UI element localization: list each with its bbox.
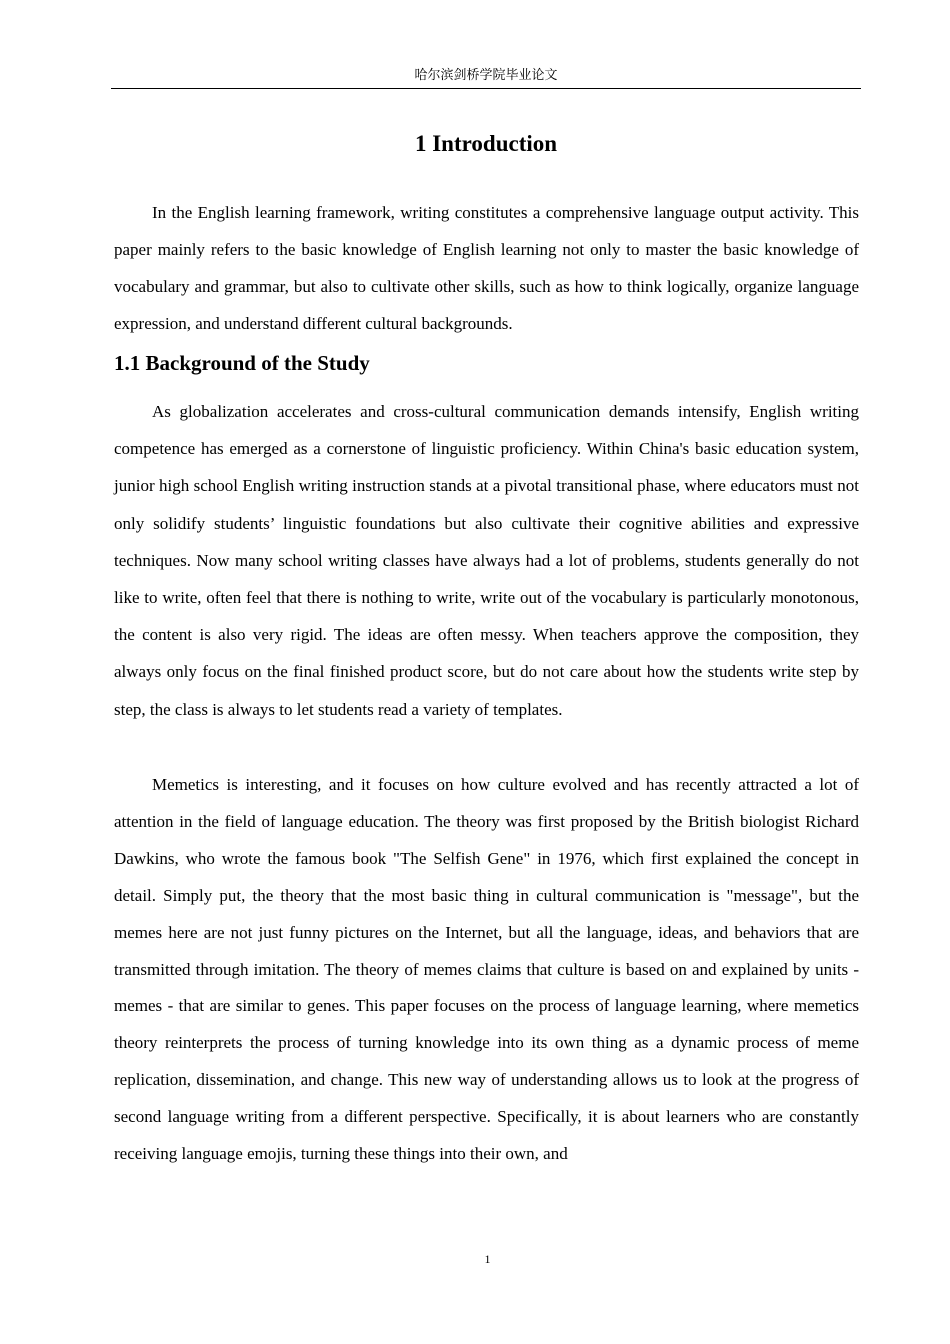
intro-paragraph: In the English learning framework, writing constitutes a comprehensive language output activity. This paper mainly refers to the basic knowledge of English learning not only to master the basic knowledge of vocabulary and grammar, but also to cultivate other skills, such as how to think logically, organize language expression, and understand different cultural backgrounds. [114,203,859,333]
background-paragraph-1: As globalization accelerates and cross-cultural communication demands intensify, English writing competence has emerged as a cornerstone of linguistic proficiency. Within China's basic education system, junior high school English writing instruction stands at a pivotal transitional phase, where educators must not only solidify students’ linguistic foundations but also cultivate their cognitive abilities and expressive techniques. Now many school writing classes have always had a lot of problems, students generally do not like to write, often feel that there is nothing to write, write out of the vocabulary is particularly monotonous, the content is also very rigid. The ideas are often messy. When teachers approve the composition, they always only focus on the final finished product score, but do not care about how the students write step by step, the class is always to let students read a variety of templates. [114,402,859,719]
running-header: 哈尔滨剑桥学院毕业论文 [111,66,861,89]
background-paragraph-2: Memetics is interesting, and it focuses on how culture evolved and has recently attracted a lot of attention in the field of language education. The theory was first proposed by the British biologist Richard Dawkins, who wrote the famous book "The Selfish Gene" in 1976, which first explained the concept in detail. Simply put, the theory that the most basic thing in cultural communication is "message", but the memes here are not just funny pictures on the Internet, but all the language, ideas, and behaviors that are transmitted through imitation. The theory of memes claims that culture is based on and explained by units - memes - that are similar to genes. This paper focuses on the process of language learning, where memetics theory reinterprets the process of turning knowledge into its own thing as a dynamic process of meme replication, dissemination, and change. This new way of understanding allows us to look at the progress of second language writing from a different perspective. Specifically, it is about learners who are constantly receiving language emojis, turning these things into their own, and [114,775,859,1164]
section-heading: 1.1 Background of the Study [114,351,370,375]
page-number: 1 [484,1252,491,1266]
chapter-title: 1 Introduction [414,131,558,156]
